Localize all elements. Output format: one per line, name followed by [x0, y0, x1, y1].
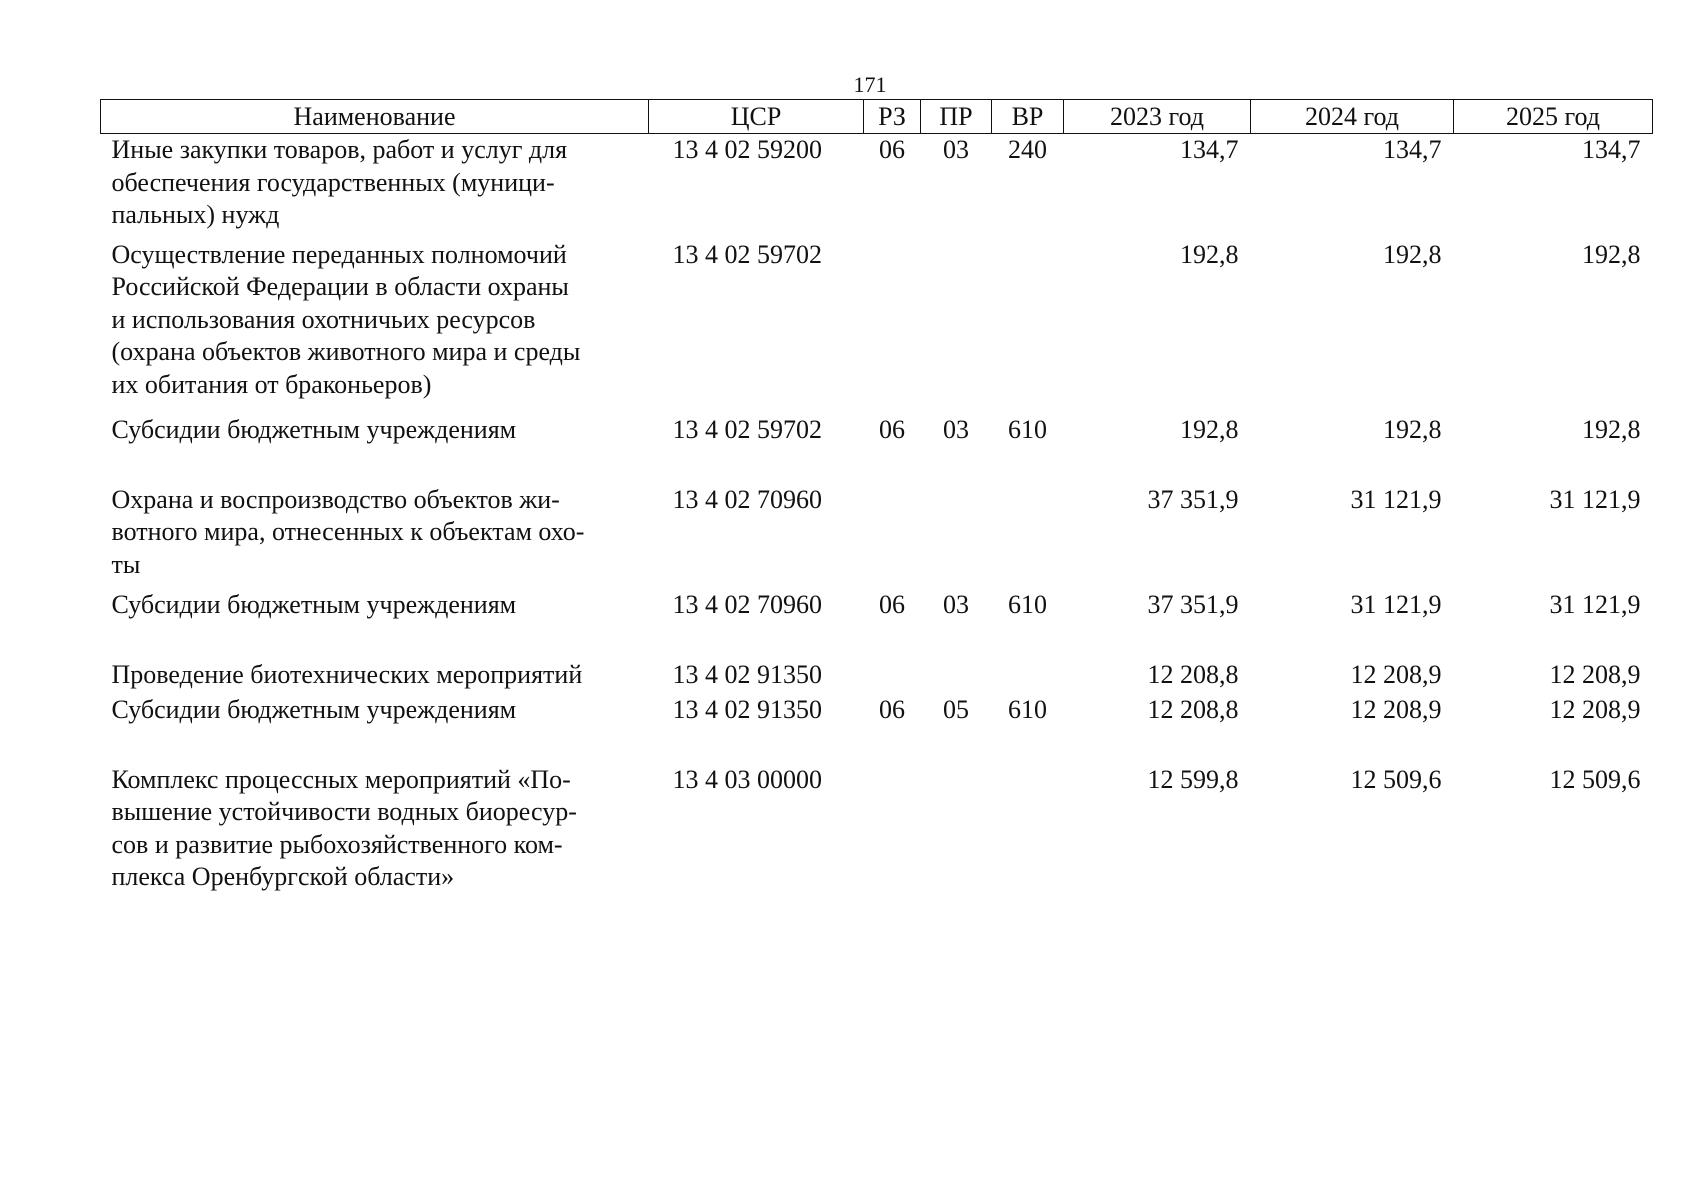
cell-vr	[992, 659, 1064, 694]
cell-name-line: Российской Федерации в области охраны	[111, 272, 569, 301]
cell-pr	[921, 659, 992, 694]
cell-2024: 31 121,9	[1350, 589, 1442, 619]
cell-2023: 37 351,9	[1147, 589, 1239, 619]
cell-2025: 192,8	[1582, 239, 1641, 269]
cell-name-line: обеспечения государственных (муници-	[111, 167, 555, 197]
cell-csr: 13 4 02 59200	[672, 135, 822, 164]
cell-name-line: вышение устойчивости водных биоресур-	[111, 797, 577, 826]
cell-pr	[921, 484, 992, 589]
cell-name	[101, 414, 649, 484]
column-header-vr: ВР	[992, 100, 1064, 134]
cell-2025: 12 208,9	[1549, 659, 1641, 689]
cell-2023: 12 208,8	[1147, 694, 1239, 724]
cell-2025: 12 208,9	[1549, 694, 1641, 724]
cell-2024: 134,7	[1383, 135, 1442, 164]
cell-2025: 31 121,9	[1549, 589, 1641, 619]
cell-name-line: Субсидии бюджетным учреждениям	[111, 414, 517, 444]
cell-vr	[992, 484, 1064, 589]
cell-rz: 06	[879, 414, 905, 444]
column-header-csr: ЦСР	[649, 100, 864, 134]
cell-2023: 134,7	[1180, 135, 1239, 164]
column-header-2024: 2024 год	[1251, 100, 1454, 134]
cell-name-line: Охрана и воспроизводство объектов жи-	[111, 484, 560, 514]
table-row	[101, 239, 1653, 414]
table-header-row	[101, 100, 1653, 134]
cell-2025: 31 121,9	[1549, 484, 1641, 514]
cell-csr: 13 4 02 70960	[672, 589, 822, 619]
cell-pr: 03	[943, 135, 969, 164]
cell-vr: 610	[1008, 694, 1047, 724]
cell-name-line: и использования охотничьих ресурсов	[111, 304, 536, 334]
cell-vr: 610	[1008, 589, 1047, 619]
cell-pr	[921, 239, 992, 414]
table-row	[101, 414, 1653, 484]
cell-name	[101, 484, 649, 589]
cell-name	[101, 239, 649, 414]
cell-name-line: Комплекс процессных мероприятий «По-	[111, 764, 571, 794]
cell-csr: 13 4 02 70960	[672, 484, 822, 514]
cell-name-line: вотного мира, отнесенных к объектам охо-	[111, 517, 585, 546]
cell-name-line: плекса Оренбургской области»	[111, 862, 455, 891]
cell-name-line: их обитания от браконьеров)	[111, 369, 432, 399]
cell-2024: 12 208,9	[1350, 659, 1442, 689]
cell-rz	[864, 764, 921, 904]
cell-2024: 31 121,9	[1350, 484, 1442, 514]
table-row	[101, 589, 1653, 659]
column-header-2023: 2023 год	[1064, 100, 1251, 134]
cell-csr: 13 4 02 59702	[672, 414, 822, 444]
cell-rz	[864, 659, 921, 694]
cell-name	[101, 764, 649, 904]
column-header-pr: ПР	[921, 100, 992, 134]
cell-pr	[921, 764, 992, 904]
cell-2025: 12 509,6	[1549, 764, 1641, 794]
table-row	[101, 134, 1653, 239]
cell-2025: 134,7	[1582, 135, 1641, 164]
cell-rz	[864, 239, 921, 414]
cell-rz	[864, 484, 921, 589]
table-row	[101, 764, 1653, 904]
cell-2024: 192,8	[1383, 239, 1442, 269]
cell-name-line: Иные закупки товаров, работ и услуг для	[111, 135, 568, 164]
cell-name-line: сов и развитие рыбохозяйственного ком-	[111, 829, 563, 859]
cell-vr	[992, 764, 1064, 904]
cell-2023: 192,8	[1180, 239, 1239, 269]
cell-name	[101, 694, 649, 764]
table-row	[101, 694, 1653, 764]
cell-vr: 610	[1008, 414, 1047, 444]
cell-rz: 06	[879, 589, 905, 619]
cell-rz: 06	[879, 694, 905, 724]
cell-pr: 05	[943, 694, 969, 724]
cell-2023: 192,8	[1180, 414, 1239, 444]
cell-vr	[992, 239, 1064, 414]
cell-name-line: Осуществление переданных полномочий	[111, 239, 567, 269]
cell-vr: 240	[1008, 135, 1047, 164]
budget-table	[100, 99, 1653, 904]
cell-name-line: пальных) нужд	[111, 200, 280, 229]
table-row	[101, 484, 1653, 589]
page-number: 171	[853, 72, 887, 97]
cell-2023: 37 351,9	[1147, 484, 1239, 514]
column-header-name: Наименование	[101, 100, 649, 134]
cell-2024: 12 208,9	[1350, 694, 1442, 724]
cell-rz: 06	[879, 135, 905, 164]
cell-name-line: (охрана объектов животного мира и среды	[111, 337, 581, 366]
cell-name-line: Субсидии бюджетным учреждениям	[111, 694, 517, 724]
cell-name-line: Проведение биотехнических мероприятий	[111, 659, 583, 689]
cell-pr: 03	[943, 589, 969, 619]
cell-pr: 03	[943, 414, 969, 444]
cell-name	[101, 134, 649, 239]
cell-csr: 13 4 02 59702	[672, 239, 822, 269]
cell-name	[101, 589, 649, 659]
cell-2024: 12 509,6	[1350, 764, 1442, 794]
cell-2023: 12 599,8	[1147, 764, 1239, 794]
cell-2023: 12 208,8	[1147, 659, 1239, 689]
cell-csr: 13 4 02 91350	[672, 659, 822, 689]
cell-csr: 13 4 03 00000	[672, 764, 822, 794]
cell-name-line: ты	[111, 549, 141, 579]
table-row	[101, 659, 1653, 694]
column-header-2025: 2025 год	[1454, 100, 1653, 134]
cell-name	[101, 659, 649, 694]
column-header-rz: РЗ	[864, 100, 921, 134]
cell-2025: 192,8	[1582, 414, 1641, 444]
cell-2024: 192,8	[1383, 414, 1442, 444]
cell-name-line: Субсидии бюджетным учреждениям	[111, 589, 517, 619]
cell-csr: 13 4 02 91350	[672, 694, 822, 724]
